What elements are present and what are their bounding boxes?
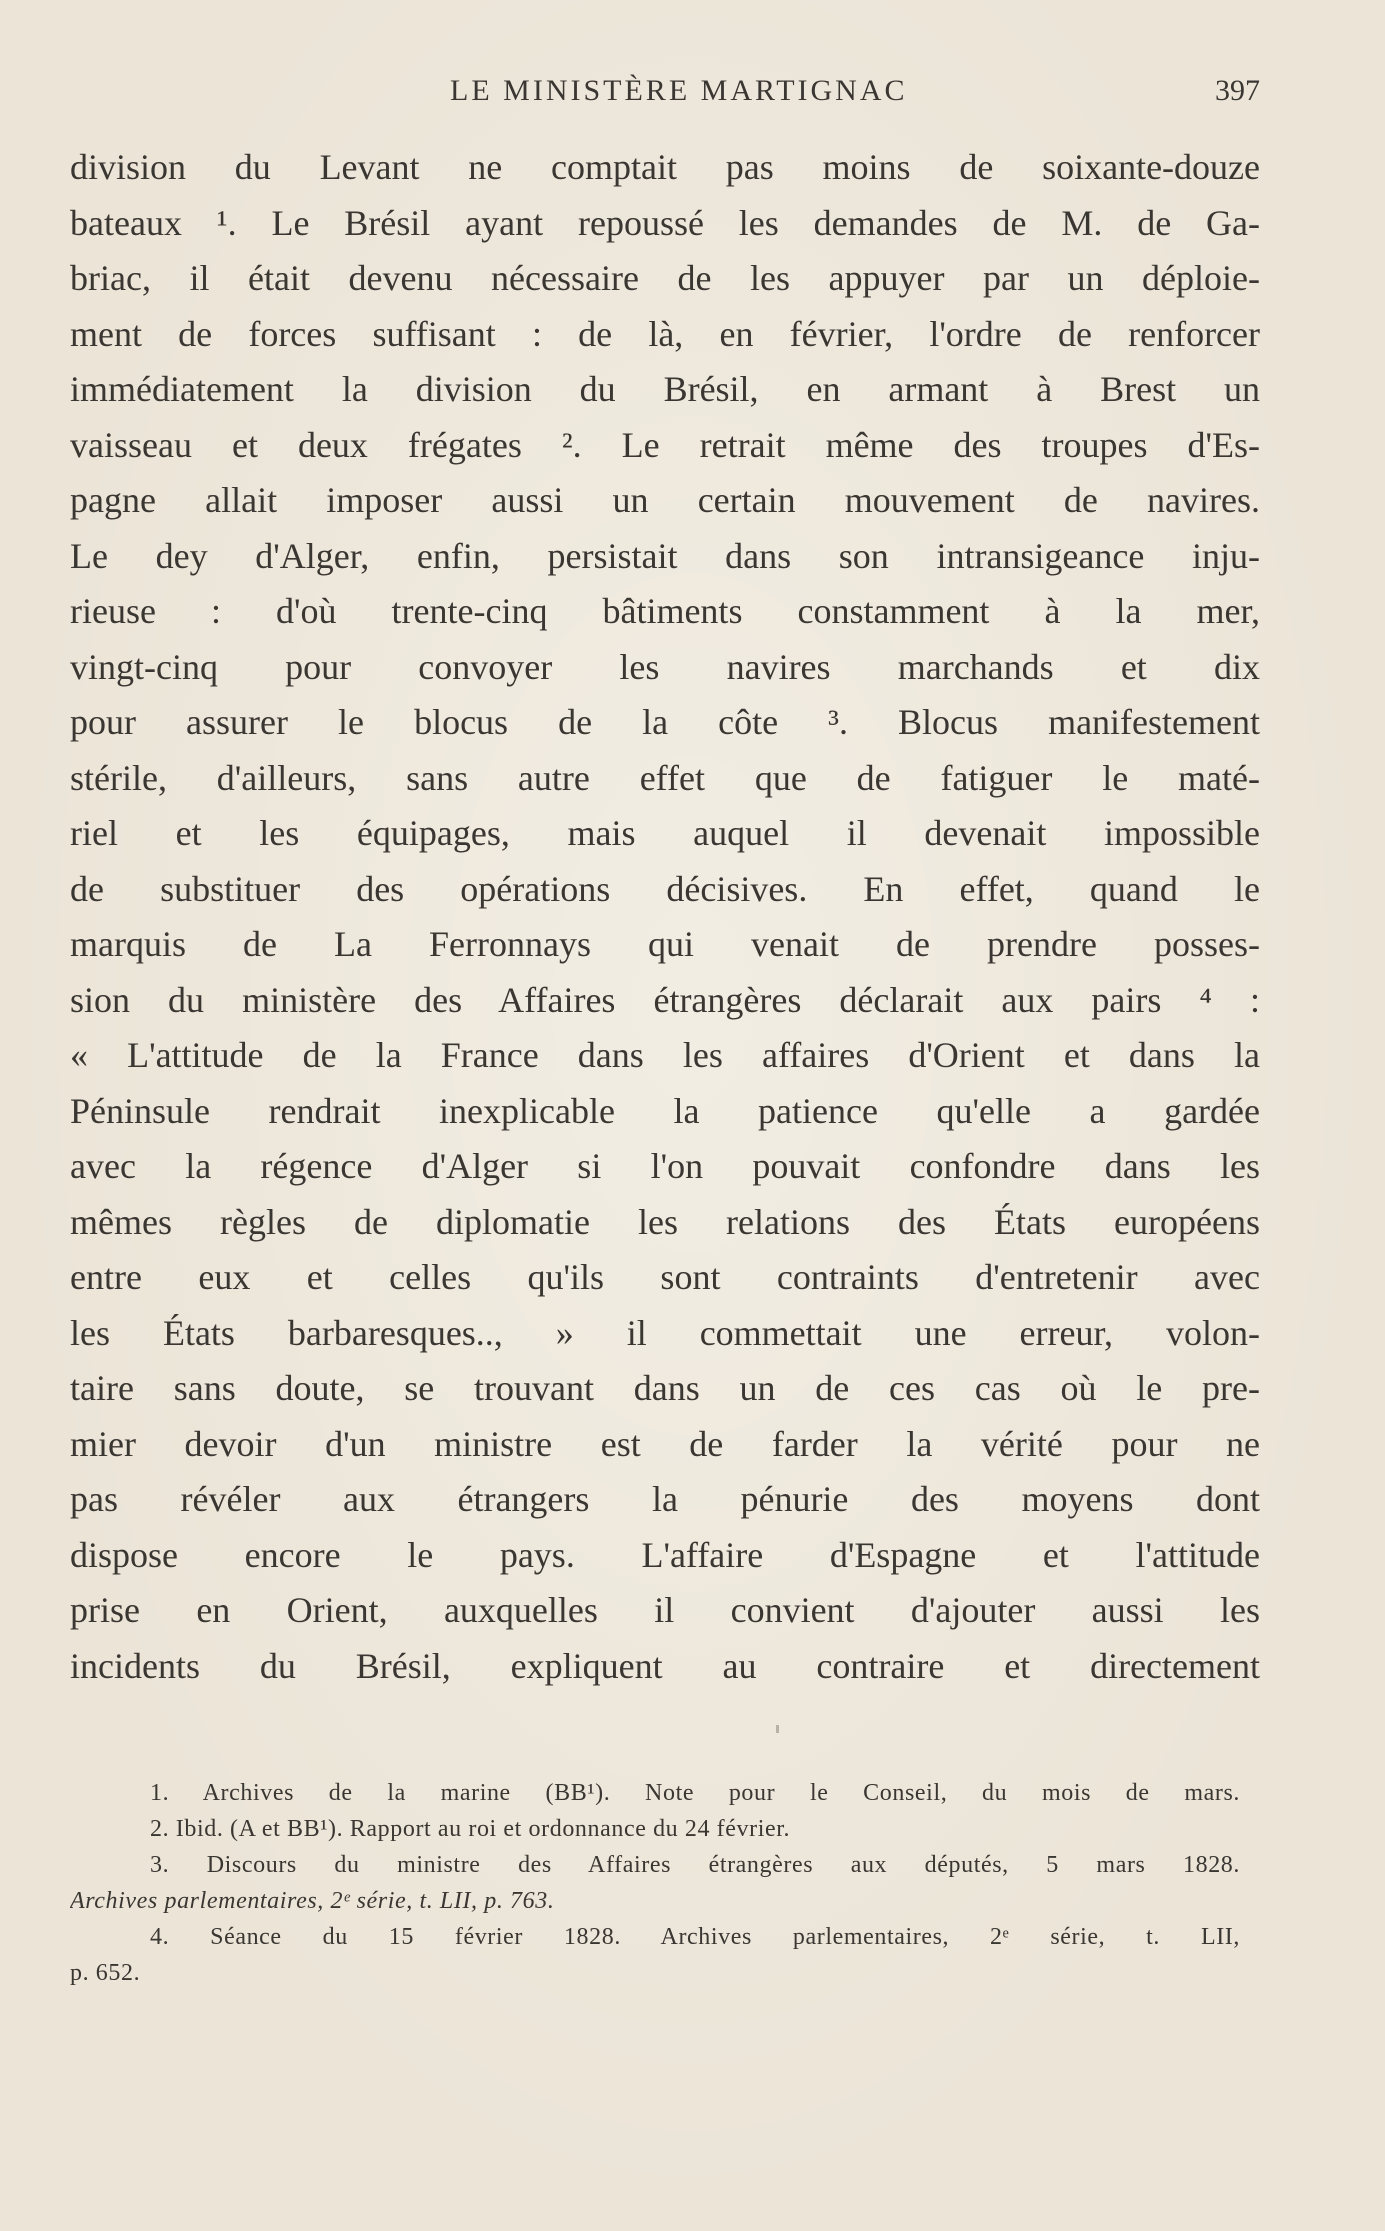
footnote-3-continuation: Archives parlementaires, 2ᵉ série, t. LII, p. 763. <box>70 1888 555 1914</box>
text-line: de substituer des opérations décisives. En effet, quand le <box>70 868 1260 909</box>
text-line: bateaux ¹. Le Brésil ayant repoussé les demandes de M. de Ga- <box>70 202 1260 243</box>
running-title: LE MINISTÈRE MARTIGNAC <box>450 74 908 107</box>
text-line: taire sans doute, se trouvant dans un de ces cas où le pre- <box>70 1368 1260 1408</box>
text-line: dispose encore le pays. L'affaire d'Espagne et l'attitude <box>70 1534 1260 1575</box>
text-line: Péninsule rendrait inexplicable la patience qu'elle a gardée <box>70 1090 1260 1131</box>
text-line: sion du ministère des Affaires étrangères déclarait aux pairs ⁴ : <box>70 979 1260 1020</box>
running-head <box>70 74 1260 114</box>
text-line: mier devoir d'un ministre est de farder la vérité pour ne <box>70 1423 1260 1464</box>
page-number: 397 <box>1215 74 1260 107</box>
text-line: prise en Orient, auxquelles il convient d'ajouter aussi les <box>70 1590 1260 1630</box>
footnote-4-continuation: p. 652. <box>70 1960 141 1986</box>
text-line: division du Levant ne comptait pas moins de soixante-douze <box>70 147 1260 187</box>
text-line: pagne allait imposer aussi un certain mouvement de navires. <box>70 480 1260 520</box>
footnote-1: 1. Archives de la marine (BB¹). Note pour le Conseil, du mois de mars. <box>150 1780 1240 1806</box>
text-line: pas révéler aux étrangers la pénurie des moyens dont <box>70 1479 1260 1519</box>
text-line: incidents du Brésil, expliquent au contraire et directement <box>70 1645 1260 1686</box>
text-line: avec la régence d'Alger si l'on pouvait confondre dans les <box>70 1146 1260 1186</box>
text-line: vaisseau et deux frégates ². Le retrait même des troupes d'Es- <box>70 424 1260 465</box>
footnote-3: 3. Discours du ministre des Affaires étrangères aux députés, 5 mars 1828. <box>150 1852 1240 1878</box>
text-line: riel et les équipages, mais auquel il devenait impossible <box>70 813 1260 853</box>
footnotes <box>70 1775 1240 1991</box>
print-mark <box>776 1725 779 1733</box>
text-line: vingt-cinq pour convoyer les navires marchands et dix <box>70 646 1260 687</box>
text-line: immédiatement la division du Brésil, en armant à Brest un <box>70 369 1260 409</box>
footnote-4: 4. Séance du 15 février 1828. Archives parlementaires, 2ᵉ série, t. LII, <box>150 1924 1240 1950</box>
text-line: rieuse : d'où trente-cinq bâtiments constamment à la mer, <box>70 591 1260 631</box>
text-line: pour assurer le blocus de la côte ³. Blocus manifestement <box>70 702 1260 742</box>
text-line: ment de forces suffisant : de là, en février, l'ordre de renforcer <box>70 313 1260 354</box>
text-line: stérile, d'ailleurs, sans autre effet que de fatiguer le maté- <box>70 757 1260 798</box>
text-line: marquis de La Ferronnays qui venait de prendre posses- <box>70 924 1260 964</box>
text-line: mêmes règles de diplomatie les relations des États européens <box>70 1201 1260 1242</box>
text-line: les États barbaresques.., » il commettait une erreur, volon- <box>70 1312 1260 1353</box>
body-text <box>70 140 1260 1694</box>
footnote-2: 2. Ibid. (A et BB¹). Rapport au roi et ordonnance du 24 février. <box>150 1816 791 1842</box>
text-line: Le dey d'Alger, enfin, persistait dans son intransigeance inju- <box>70 535 1260 576</box>
text-line: entre eux et celles qu'ils sont contraints d'entretenir avec <box>70 1257 1260 1297</box>
text-line: « L'attitude de la France dans les affaires d'Orient et dans la <box>70 1035 1260 1075</box>
text-line: briac, il était devenu nécessaire de les appuyer par un déploie- <box>70 258 1260 298</box>
